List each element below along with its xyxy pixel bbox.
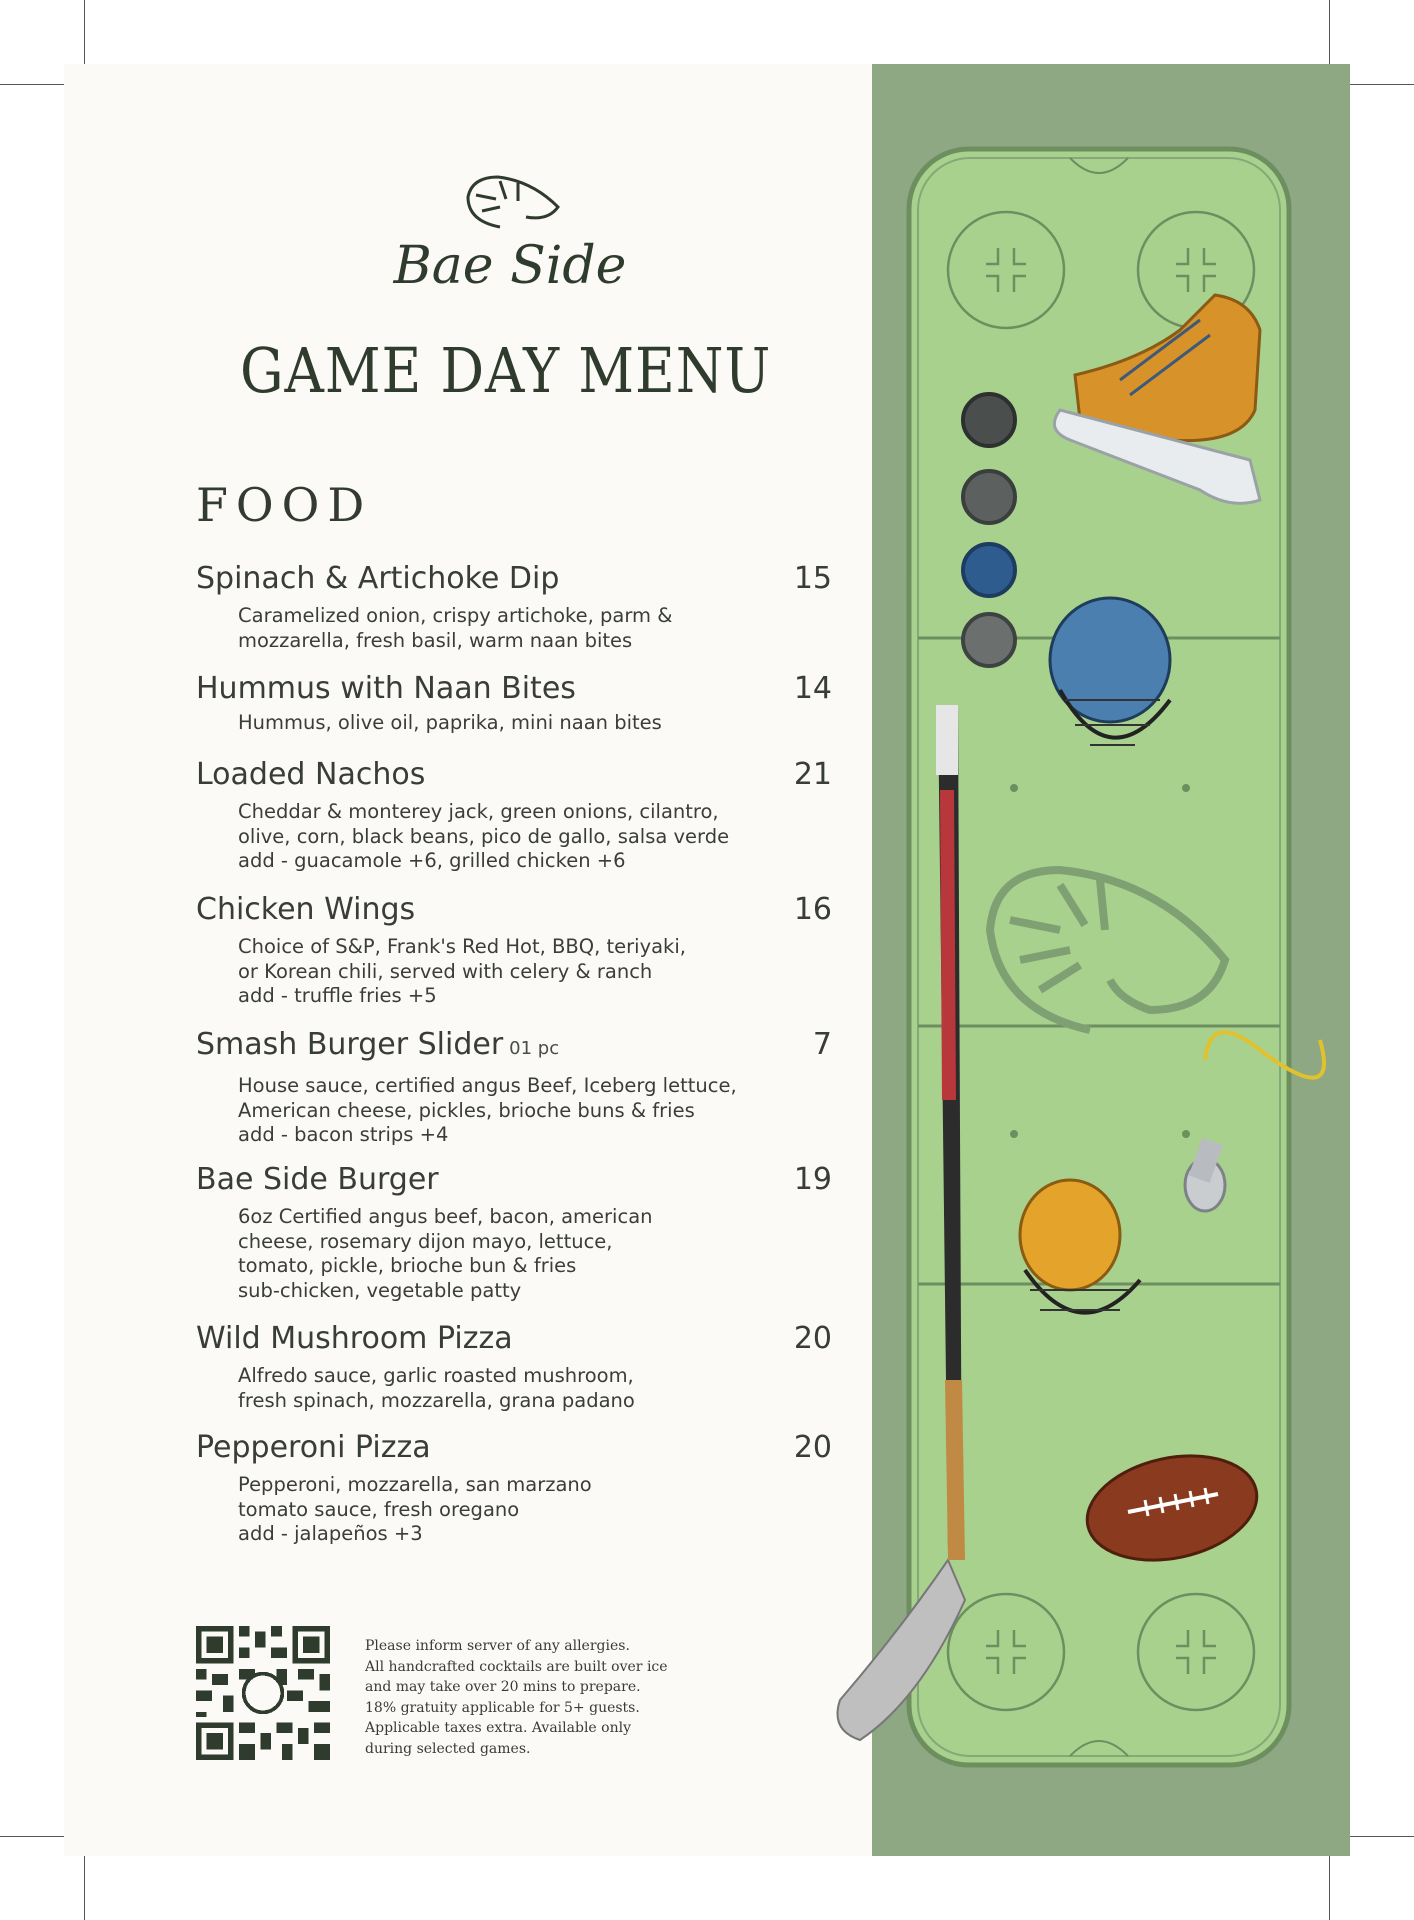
hockey-helmet-icon <box>1020 1180 1140 1313</box>
menu-notes: Please inform server of any allergies. All handcrafted cocktails are built over ice and may take over 20 mins to prepare. 18% gratuity applicable for 5+ guests. Applicable taxes extra. Available only during selected games. <box>365 1638 668 1757</box>
nautilus-shell-icon <box>990 870 1225 1030</box>
menu-title: GAME DAY MENU <box>240 334 772 407</box>
hockey-stick-icon <box>838 705 966 1740</box>
menu-item-price: 15 <box>793 561 832 596</box>
menu-item-name: Smash Burger Slider 01 pc <box>196 1027 560 1062</box>
whistle-icon <box>1185 1032 1324 1211</box>
hockey-puck-icon <box>963 394 1015 666</box>
menu-item-name: Chicken Wings <box>196 892 416 927</box>
menu-item-name: Bae Side Burger <box>196 1162 439 1197</box>
football-icon <box>1077 1441 1266 1575</box>
ice-skate-icon <box>1054 295 1260 503</box>
hockey-helmet-icon <box>1050 598 1170 745</box>
menu-item-desc: Caramelized onion, crispy artichoke, parm & mozzarella, fresh basil, warm naan bites <box>238 604 673 652</box>
menu-item-desc: 6oz Certified angus beef, bacon, american cheese, rosemary dijon mayo, lettuce, tomato, pickle, brioche bun & fries sub-chicken, vegetable patty <box>238 1205 653 1302</box>
menu-item-desc: Hummus, olive oil, paprika, mini naan bites <box>238 711 662 734</box>
menu-item-desc: Choice of S&P, Frank's Red Hot, BBQ, teriyaki, or Korean chili, served with celery & ranch add - truffle fries +5 <box>238 935 686 1007</box>
brand-name: Bae Side <box>393 236 627 296</box>
menu-item-tag: 01 pc <box>509 1038 560 1059</box>
nautilus-shell-icon <box>468 177 558 227</box>
menu-item-desc: House sauce, certified angus Beef, Iceberg lettuce, American cheese, pickles, brioche buns & fries add - bacon strips +4 <box>238 1074 737 1146</box>
menu-item-name: Hummus with Naan Bites <box>196 671 576 706</box>
menu-item-price: 16 <box>793 892 832 927</box>
menu-item-price: 20 <box>793 1321 832 1356</box>
menu-item-desc: Alfredo sauce, garlic roasted mushroom, fresh spinach, mozzarella, grana padano <box>238 1364 635 1412</box>
menu-item-price: 19 <box>793 1162 832 1197</box>
menu-item-name: Pepperoni Pizza <box>196 1430 431 1465</box>
section-title: FOOD <box>196 478 373 532</box>
menu-item-price: 7 <box>812 1027 832 1062</box>
brand-logo <box>350 155 670 315</box>
menu-item-price: 20 <box>793 1430 832 1465</box>
menu-item-price: 14 <box>793 671 832 706</box>
menu-item-name: Wild Mushroom Pizza <box>196 1321 513 1356</box>
qr-code-icon[interactable] <box>196 1626 330 1760</box>
menu-item-price: 21 <box>793 757 832 792</box>
menu-item-name: Loaded Nachos <box>196 757 426 792</box>
menu-item-desc: Pepperoni, mozzarella, san marzano tomato sauce, fresh oregano add - jalapeños +3 <box>238 1473 592 1545</box>
menu-item-desc: Cheddar & monterey jack, green onions, cilantro, olive, corn, black beans, pico de gallo, salsa verde add - guacamole +6, grilled chicken +6 <box>238 800 730 872</box>
menu-item-name: Spinach & Artichoke Dip <box>196 561 560 596</box>
